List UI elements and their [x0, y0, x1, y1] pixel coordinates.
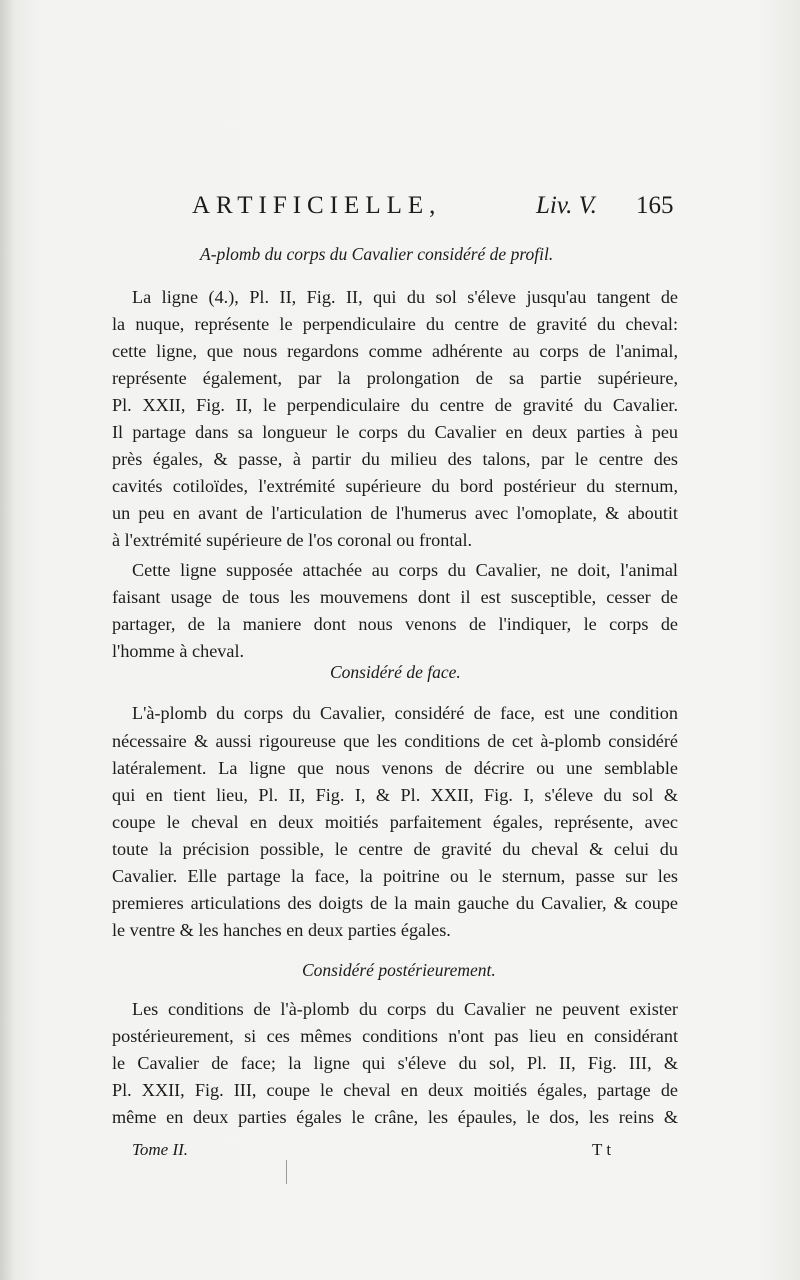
text-line: Cette ligne supposée attachée au corps du Cavalier, ne doit, l'animal [132, 560, 678, 580]
section-heading-face: Considéré de face. [330, 662, 461, 682]
section-heading-profile: A-plomb du corps du Cavalier considéré de profil. [200, 244, 554, 264]
text-line: postérieurement, si ces mêmes conditions n'ont pas lieu en considérant [112, 1026, 678, 1046]
running-head-book: Liv. V. [536, 192, 597, 219]
text-line: premieres articulations des doigts de la main gauche du Cavalier, & coupe [112, 893, 678, 913]
page-number: 165 [636, 192, 674, 219]
text-line: latéralement. La ligne que nous venons de décrire ou une semblable [112, 758, 678, 778]
text-line: coupe le cheval en deux moitiés parfaitement égales, représente, avec [112, 812, 678, 832]
text-line: Les conditions de l'à-plomb du corps du Cavalier ne peuvent exister [132, 999, 678, 1019]
volume-footer: Tome II. [132, 1140, 189, 1159]
text-line: cette ligne, que nous regardons comme adhérente au corps de l'animal, [112, 341, 678, 361]
text-line: à l'extrémité supérieure de l'os coronal ou frontal. [112, 530, 473, 550]
text-line: même en deux parties égales le crâne, les épaules, le dos, les reins & [112, 1107, 678, 1127]
ink-mark [286, 1160, 287, 1184]
text-line: le Cavalier de face; la ligne qui s'éleve du sol, Pl. II, Fig. III, & [112, 1053, 678, 1073]
text-line: un peu en avant de l'articulation de l'humerus avec l'omoplate, & aboutit [112, 503, 678, 523]
text-line: La ligne (4.), Pl. II, Fig. II, qui du sol s'éleve jusqu'au tangent de [132, 287, 678, 307]
running-head [112, 186, 692, 226]
text-line: nécessaire & aussi rigoureuse que les conditions de cet à-plomb considéré [112, 731, 678, 751]
page-gutter-shadow [0, 0, 14, 1280]
text-line: toute la précision possible, le centre de gravité du cheval & celui du [112, 839, 678, 859]
text-line: Cavalier. Elle partage la face, la poitrine ou le sternum, passe sur les [112, 866, 678, 886]
text-line: cavités cotiloïdes, l'extrémité supérieure du bord postérieur du sternum, [112, 476, 678, 496]
text-line: l'homme à cheval. [112, 641, 245, 661]
text-line: Il partage dans sa longueur le corps du Cavalier en deux parties à peu [112, 422, 678, 442]
text-line: faisant usage de tous les mouvemens dont il est susceptible, cesser de [112, 587, 678, 607]
text-line: Pl. XXII, Fig. II, le perpendiculaire du centre de gravité du Cavalier. [112, 395, 678, 415]
text-line: le ventre & les hanches en deux parties égales. [112, 920, 451, 940]
running-head-title: ARTIFICIELLE, [192, 192, 442, 219]
text-line: près égales, & passe, à partir du milieu des talons, par le centre des [112, 449, 678, 469]
text-line: la nuque, représente le perpendiculaire du centre de gravité du cheval: [112, 314, 678, 334]
text-line: qui en tient lieu, Pl. II, Fig. I, & Pl. XXII, Fig. I, s'éleve du sol & [112, 785, 678, 805]
text-line: Pl. XXII, Fig. III, coupe le cheval en deux moitiés égales, partage de [112, 1080, 678, 1100]
text-line: L'à-plomb du corps du Cavalier, considéré de face, est une condition [132, 703, 678, 723]
text-line: représente également, par la prolongation de sa partie supérieure, [112, 368, 678, 388]
text-line: partager, de la maniere dont nous venons de l'indiquer, le corps de [112, 614, 678, 634]
section-heading-posterior: Considéré postérieurement. [302, 960, 496, 980]
signature-mark: T t [592, 1140, 612, 1159]
